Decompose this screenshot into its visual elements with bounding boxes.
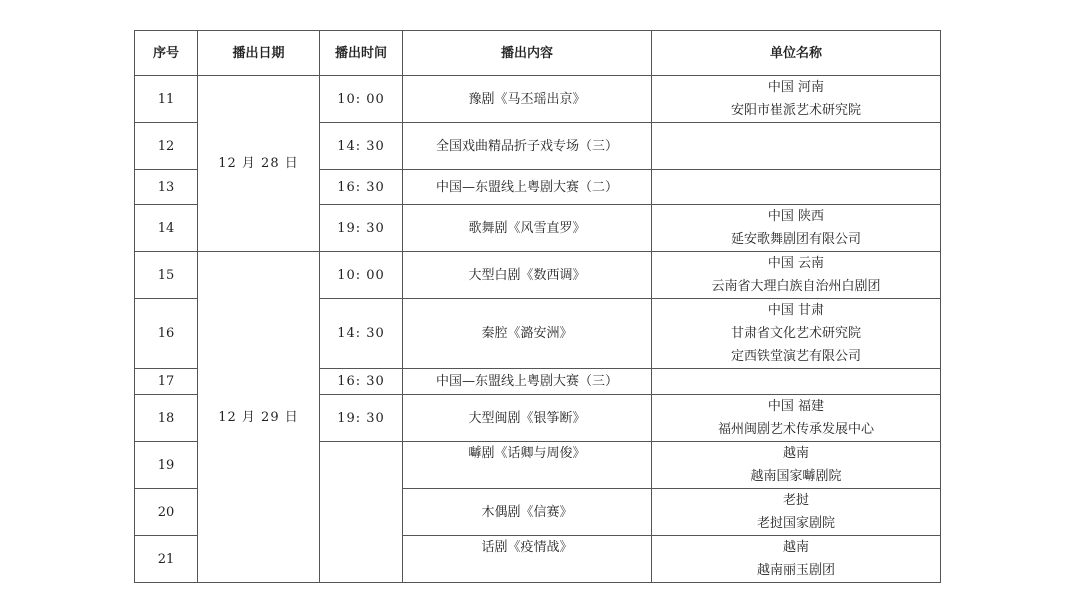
unit-name — [652, 123, 941, 170]
unit-line: 甘肃省文化艺术研究院 — [730, 326, 861, 341]
broadcast-time: 14: 30 — [320, 123, 403, 170]
row-number: 13 — [135, 170, 198, 205]
broadcast-date: 12 月 29 日 — [198, 252, 320, 583]
broadcast-content: 嚹剧《话卿与周俊》 — [403, 442, 652, 489]
broadcast-content: 中国—东盟线上粤剧大赛（二） — [403, 170, 652, 205]
unit-name — [652, 536, 941, 583]
broadcast-time — [320, 442, 403, 583]
row-number: 11 — [135, 76, 198, 123]
broadcast-content: 木偶剧《信赛》 — [403, 489, 652, 536]
header-row — [135, 31, 941, 76]
broadcast-time: 19: 30 — [320, 395, 403, 442]
unit-name — [652, 442, 941, 489]
unit-name — [652, 252, 941, 299]
unit-name — [652, 205, 941, 252]
unit-name — [652, 369, 941, 395]
broadcast-content: 豫剧《马丕瑶出京》 — [403, 76, 652, 123]
broadcast-content: 全国戏曲精品折子戏专场（三） — [403, 123, 652, 170]
row-number: 19 — [135, 442, 198, 489]
unit-line: 福州闽剧艺术传承发展中心 — [717, 422, 874, 437]
broadcast-time: 14: 30 — [320, 299, 403, 369]
unit-line: 越南国家嚹剧院 — [750, 469, 842, 484]
header-cell: 播出日期 — [198, 31, 320, 76]
unit-line: 云南省大理白族自治州白剧团 — [711, 279, 881, 294]
broadcast-content: 中国—东盟线上粤剧大赛（三） — [403, 369, 652, 395]
unit-line: 老挝国家剧院 — [756, 516, 835, 531]
broadcast-time: 16: 30 — [320, 369, 403, 395]
unit-name — [652, 395, 941, 442]
header-cell: 单位名称 — [652, 31, 941, 76]
unit-line: 越南丽玉剧团 — [756, 563, 835, 578]
row-number: 18 — [135, 395, 198, 442]
header-cell: 播出内容 — [403, 31, 652, 76]
table-row — [135, 76, 941, 123]
unit-line: 中国 云南 — [767, 256, 825, 271]
unit-line: 定西铁堂演艺有限公司 — [730, 349, 861, 364]
row-number: 15 — [135, 252, 198, 299]
row-number: 20 — [135, 489, 198, 536]
row-number: 21 — [135, 536, 198, 583]
broadcast-date: 12 月 28 日 — [198, 76, 320, 252]
row-number: 12 — [135, 123, 198, 170]
unit-line: 中国 河南 — [767, 80, 825, 95]
broadcast-time: 19: 30 — [320, 205, 403, 252]
unit-line: 老挝 — [782, 493, 809, 508]
broadcast-time: 10: 00 — [320, 252, 403, 299]
broadcast-time: 16: 30 — [320, 170, 403, 205]
unit-name — [652, 76, 941, 123]
unit-line: 中国 甘肃 — [767, 303, 825, 318]
unit-line: 中国 陕西 — [767, 209, 825, 224]
broadcast-content: 秦腔《潞安洲》 — [403, 299, 652, 369]
unit-line: 越南 — [782, 446, 809, 461]
unit-name — [652, 489, 941, 536]
unit-line: 中国 福建 — [767, 399, 825, 414]
table-row — [135, 252, 941, 299]
broadcast-content: 歌舞剧《风雪直罗》 — [403, 205, 652, 252]
unit-line: 安阳市崔派艺术研究院 — [730, 103, 861, 118]
unit-name — [652, 299, 941, 369]
row-number: 14 — [135, 205, 198, 252]
broadcast-content: 话剧《疫情战》 — [403, 536, 652, 583]
unit-name — [652, 170, 941, 205]
row-number: 16 — [135, 299, 198, 369]
header-cell: 播出时间 — [320, 31, 403, 76]
broadcast-content: 大型白剧《数西调》 — [403, 252, 652, 299]
header-cell: 序号 — [135, 31, 198, 76]
schedule-table — [134, 30, 941, 583]
unit-line: 越南 — [782, 540, 809, 555]
row-number: 17 — [135, 369, 198, 395]
unit-line: 延安歌舞剧团有限公司 — [730, 232, 861, 247]
broadcast-time: 10: 00 — [320, 76, 403, 123]
broadcast-content: 大型闽剧《银筝断》 — [403, 395, 652, 442]
